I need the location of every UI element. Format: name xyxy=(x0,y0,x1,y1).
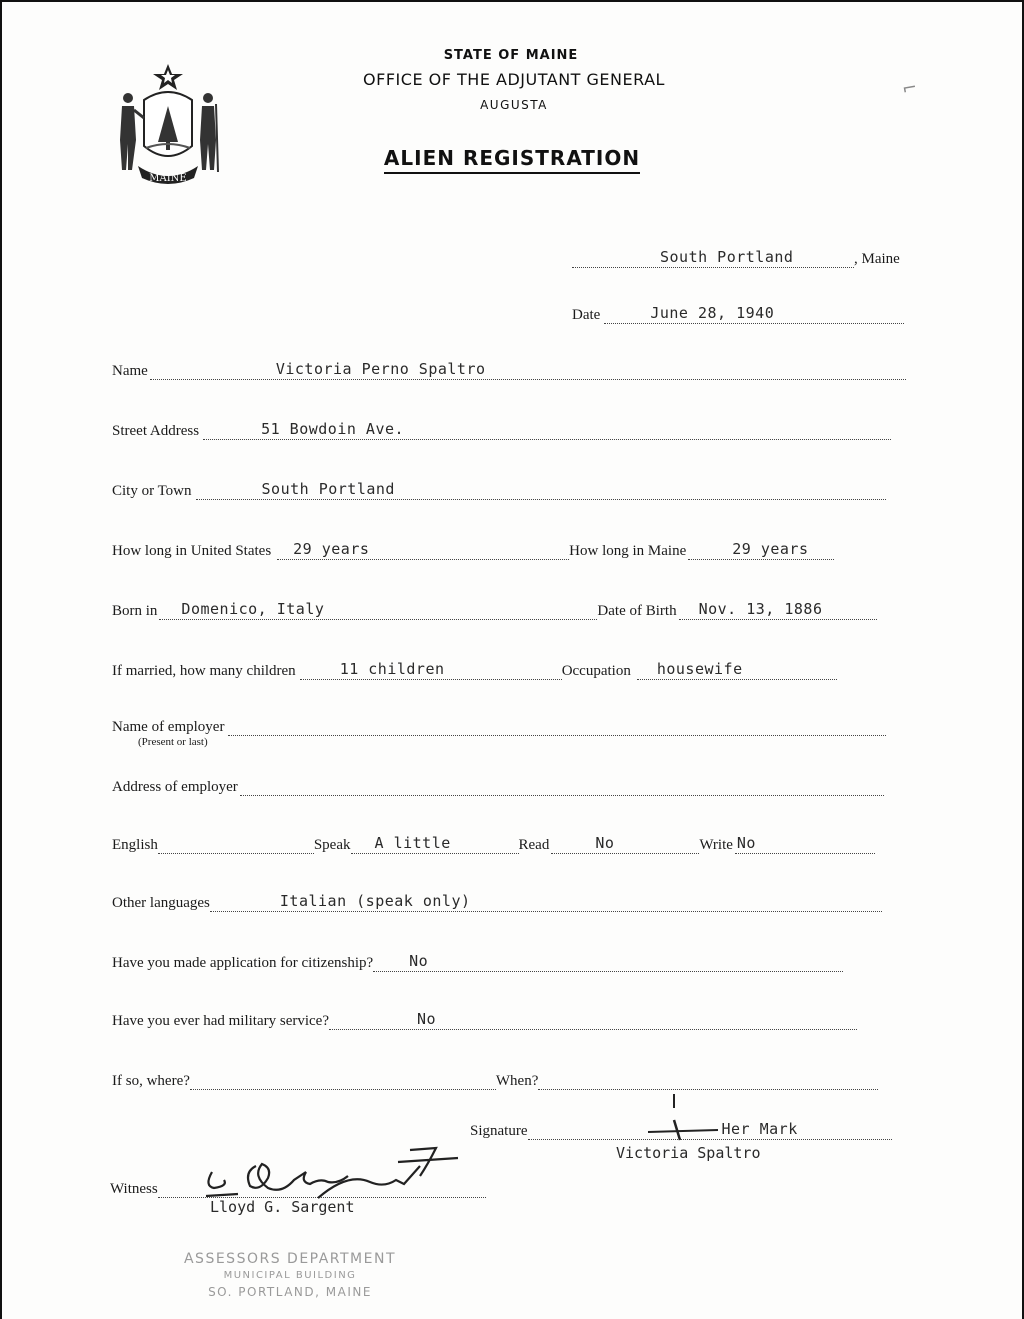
date-row xyxy=(572,302,904,324)
children-field[interactable] xyxy=(300,661,562,680)
occupation-field[interactable] xyxy=(637,661,837,680)
english-row xyxy=(112,832,875,854)
maine-stay-label: How long in Maine xyxy=(569,543,687,559)
location-suffix: , Maine xyxy=(854,251,900,267)
us-stay-value: 29 years xyxy=(293,540,370,558)
occupation-value: housewife xyxy=(656,660,743,678)
witness-typed-name: Lloyd G. Sargent xyxy=(210,1198,355,1216)
read-label: Read xyxy=(518,837,550,853)
signature-mark-text: Her Mark xyxy=(721,1120,798,1138)
employer-address-row xyxy=(112,774,884,796)
dob-label: Date of Birth xyxy=(597,603,677,619)
born-in-label: Born in xyxy=(112,603,158,619)
military-field[interactable] xyxy=(329,1011,857,1030)
read-field[interactable] xyxy=(551,835,699,854)
date-label: Date xyxy=(572,307,601,323)
city-heading: AUGUSTA xyxy=(480,98,548,112)
us-stay-field[interactable] xyxy=(277,541,569,560)
city-town-label: City or Town xyxy=(112,483,192,499)
when-field[interactable] xyxy=(538,1071,878,1090)
english-label: English xyxy=(112,837,158,853)
speak-field[interactable] xyxy=(351,835,519,854)
where-field[interactable] xyxy=(190,1071,496,1090)
employer-row xyxy=(112,714,886,736)
languages-value: Italian (speak only) xyxy=(279,892,471,910)
signature-label: Signature xyxy=(470,1123,528,1139)
when-label: When? xyxy=(495,1073,539,1089)
signature-mark-x xyxy=(638,1092,728,1142)
signature-typed-name: Victoria Spaltro xyxy=(616,1144,761,1162)
state-heading: STATE OF MAINE xyxy=(443,48,579,63)
read-value: No xyxy=(595,834,615,852)
name-row xyxy=(112,358,906,380)
military-label: Have you ever had military service? xyxy=(112,1013,329,1029)
maine-stay-field[interactable] xyxy=(688,541,834,560)
street-field[interactable] xyxy=(203,421,891,440)
citizenship-label: Have you made application for citizenship? xyxy=(112,955,374,971)
witness-label: Witness xyxy=(110,1181,158,1197)
employer-field[interactable] xyxy=(228,717,886,736)
service-detail-row xyxy=(112,1068,878,1090)
write-label: Write xyxy=(699,837,733,853)
svg-text:MAINE: MAINE xyxy=(149,173,187,184)
born-in-field[interactable] xyxy=(159,601,597,620)
write-value: No xyxy=(736,834,756,852)
employer-sublabel: (Present or last) xyxy=(138,736,208,748)
city-town-row xyxy=(112,478,886,500)
office-heading: OFFICE OF THE ADJUTANT GENERAL xyxy=(363,70,665,89)
employer-label: Name of employer xyxy=(112,719,225,735)
assessors-stamp-line1: ASSESSORS DEPARTMENT xyxy=(183,1251,396,1267)
languages-label: Other languages xyxy=(112,895,210,911)
dob-value: Nov. 13, 1886 xyxy=(698,600,823,618)
location-field[interactable] xyxy=(572,249,854,268)
military-value: No xyxy=(417,1010,437,1028)
employer-address-label: Address of employer xyxy=(112,779,238,795)
citizenship-value: No xyxy=(409,952,429,970)
occupation-label: Occupation xyxy=(561,663,631,679)
us-stay-label: How long in United States xyxy=(112,543,272,559)
location-row xyxy=(572,246,900,268)
speak-value: A little xyxy=(374,834,451,852)
speak-label: Speak xyxy=(313,837,351,853)
city-town-field[interactable] xyxy=(196,481,886,500)
form-title: ALIEN REGISTRATION xyxy=(2,146,1022,174)
family-row xyxy=(112,658,837,680)
street-label: Street Address xyxy=(112,423,200,439)
birth-row xyxy=(112,598,877,620)
employer-address-field[interactable] xyxy=(240,777,884,796)
english-field xyxy=(158,835,314,854)
name-value: Victoria Perno Spaltro xyxy=(275,360,486,378)
residence-row xyxy=(112,538,834,560)
name-field[interactable] xyxy=(150,361,906,380)
citizenship-row xyxy=(112,950,843,972)
assessors-stamp-line2: MUNICIPAL BUILDING xyxy=(223,1270,357,1281)
date-value: June 28, 1940 xyxy=(650,304,775,322)
city-town-value: South Portland xyxy=(261,480,395,498)
write-field[interactable] xyxy=(735,835,875,854)
location-value: South Portland xyxy=(660,248,794,266)
name-label: Name xyxy=(112,363,148,379)
children-label: If married, how many children xyxy=(112,663,296,679)
citizenship-field[interactable] xyxy=(373,953,843,972)
maine-stay-value: 29 years xyxy=(732,540,809,558)
where-label: If so, where? xyxy=(112,1073,190,1089)
dob-field[interactable] xyxy=(679,601,877,620)
date-field[interactable] xyxy=(604,305,904,324)
assessors-stamp-line3: SO. PORTLAND, MAINE xyxy=(208,1285,372,1299)
street-row xyxy=(112,418,891,440)
born-in-value: Domenico, Italy xyxy=(181,600,325,618)
street-value: 51 Bowdoin Ave. xyxy=(261,420,405,438)
children-value: 11 children xyxy=(339,660,445,678)
languages-field[interactable] xyxy=(210,893,882,912)
languages-row xyxy=(112,890,882,912)
military-row xyxy=(112,1008,857,1030)
check-mark-icon: ⌐ xyxy=(900,76,919,101)
